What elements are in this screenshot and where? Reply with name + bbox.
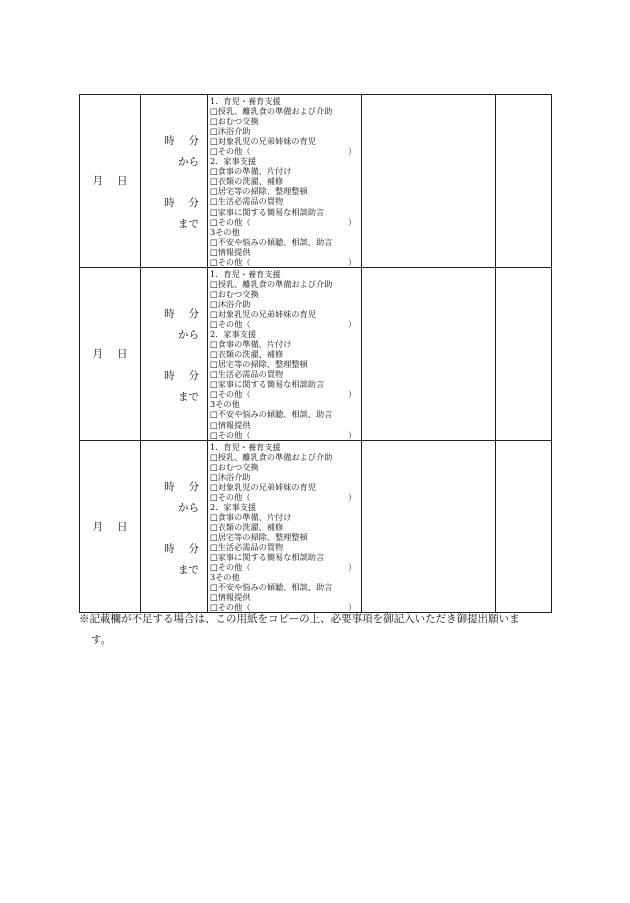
service-item-label: □授乳、離乳食の準備および介助 xyxy=(210,451,333,462)
service-item-label: □衣類の洗濯、補修 xyxy=(210,176,284,187)
services-cell xyxy=(208,95,362,268)
service-checkbox-item[interactable] xyxy=(210,512,361,522)
time-cell[interactable] xyxy=(141,95,208,268)
minute-unit: 分 xyxy=(188,307,199,320)
from-word: から xyxy=(178,501,199,514)
from-label xyxy=(178,500,199,515)
service-item-label: 2．家事支援 xyxy=(210,501,257,512)
services-cell xyxy=(208,440,362,613)
service-checkbox-item[interactable] xyxy=(210,379,361,389)
service-category-heading xyxy=(210,442,361,452)
service-item-label: □沐浴介助 xyxy=(210,126,251,137)
service-item-label: 2．家事支援 xyxy=(210,156,257,167)
service-item-label: □情報提供 xyxy=(210,419,251,430)
service-checkbox-item[interactable] xyxy=(210,257,361,267)
from-word: から xyxy=(178,156,199,168)
service-item-label: □居宅等の掃除、整理整頓 xyxy=(210,186,308,197)
service-category-heading xyxy=(210,156,361,166)
service-item-label: □その他（ xyxy=(210,146,251,157)
service-item-label: □食事の準備、片付け xyxy=(210,339,292,350)
record-row xyxy=(80,440,552,613)
from-label xyxy=(178,154,199,169)
service-checkbox-item[interactable] xyxy=(210,126,361,136)
to-label xyxy=(178,216,199,231)
service-checkbox-item[interactable] xyxy=(210,299,361,309)
service-checkbox-item[interactable] xyxy=(210,492,361,502)
month-label: 月 xyxy=(92,175,103,188)
service-item-label: □生活必需品の買物 xyxy=(210,196,284,207)
end-time xyxy=(164,541,199,556)
service-category-heading xyxy=(210,502,361,512)
service-checkbox-item[interactable] xyxy=(210,359,361,369)
service-item-label: □その他（ xyxy=(210,256,251,267)
start-time xyxy=(164,133,199,148)
hour-unit: 時 xyxy=(164,480,175,493)
footnote xyxy=(79,609,559,651)
service-item-label: 3その他 xyxy=(210,226,240,237)
service-checkbox-item[interactable] xyxy=(210,136,361,146)
service-item-label: □食事の準備、片付け xyxy=(210,511,292,522)
service-item-label: □授乳、離乳食の準備および介助 xyxy=(210,106,333,117)
services-cell xyxy=(208,267,362,440)
service-item-label: □その他（ xyxy=(210,562,251,573)
service-checkbox-item[interactable] xyxy=(210,176,361,186)
service-item-label: □生活必需品の買物 xyxy=(210,542,284,553)
minute-unit: 分 xyxy=(188,480,199,493)
service-checkbox-item[interactable] xyxy=(210,309,361,319)
service-checklist xyxy=(208,441,361,613)
service-checklist xyxy=(208,268,361,440)
service-item-label: □情報提供 xyxy=(210,246,251,257)
time-cell[interactable] xyxy=(141,267,208,440)
service-item-label: □沐浴介助 xyxy=(210,298,251,309)
closing-paren: ） xyxy=(348,216,357,227)
closing-paren: ） xyxy=(348,562,357,573)
service-checklist xyxy=(208,95,361,267)
service-checkbox-item[interactable] xyxy=(210,420,361,430)
service-item-label: □対象乳児の兄弟姉妹の育児 xyxy=(210,481,316,492)
closing-paren: ） xyxy=(348,146,357,157)
from-label xyxy=(178,327,199,342)
service-item-label: □対象乳児の兄弟姉妹の育児 xyxy=(210,308,316,319)
hour-unit: 時 xyxy=(164,542,175,555)
service-checkbox-item[interactable] xyxy=(210,146,361,156)
to-word: まで xyxy=(178,218,199,230)
service-item-label: □対象乳児の兄弟姉妹の育児 xyxy=(210,136,316,147)
service-checkbox-item[interactable] xyxy=(210,207,361,217)
service-item-label: □その他（ xyxy=(210,602,251,613)
service-item-label: 3その他 xyxy=(210,572,240,583)
footnote-line-2: す。 xyxy=(91,634,112,646)
notes-cell[interactable] xyxy=(362,440,496,613)
service-checkbox-item[interactable] xyxy=(210,592,361,602)
service-checkbox-item[interactable] xyxy=(210,349,361,359)
to-label xyxy=(178,562,199,577)
record-row xyxy=(80,267,552,440)
service-checkbox-item[interactable] xyxy=(210,217,361,227)
closing-paren: ） xyxy=(348,389,357,400)
month-label: 月 xyxy=(92,348,103,361)
service-checkbox-item[interactable] xyxy=(210,389,361,399)
service-item-label: □食事の準備、片付け xyxy=(210,166,292,177)
notes-cell[interactable] xyxy=(362,267,496,440)
service-checkbox-item[interactable] xyxy=(210,552,361,562)
confirmation-cell[interactable] xyxy=(496,440,552,613)
service-checkbox-item[interactable] xyxy=(210,430,361,440)
service-checkbox-item[interactable] xyxy=(210,237,361,247)
month-label: 月 xyxy=(92,520,103,533)
service-category-heading xyxy=(210,399,361,409)
record-row xyxy=(80,95,552,268)
closing-paren: ） xyxy=(348,256,357,267)
notes-cell[interactable] xyxy=(362,95,496,268)
service-checkbox-item[interactable] xyxy=(210,279,361,289)
closing-paren: ） xyxy=(348,319,357,330)
day-label: 日 xyxy=(117,175,128,188)
service-checkbox-item[interactable] xyxy=(210,289,361,299)
footnote-line-1: ※記載欄が不足する場合は、この用紙をコピーの上、必要事項を御記入いただき御提出願いま xyxy=(79,613,520,625)
hour-unit: 時 xyxy=(164,135,175,147)
service-item-label: □おむつ交換 xyxy=(210,461,259,472)
day-label: 日 xyxy=(117,348,128,361)
end-time xyxy=(164,195,199,210)
service-checkbox-item[interactable] xyxy=(210,409,361,419)
date-cell[interactable] xyxy=(80,440,141,613)
service-item-label: □その他（ xyxy=(210,429,251,440)
service-item-label: □授乳、離乳食の準備および介助 xyxy=(210,278,333,289)
end-time xyxy=(164,368,199,383)
service-item-label: 1．育児・養育支援 xyxy=(210,268,281,279)
from-word: から xyxy=(178,328,199,341)
service-checkbox-item[interactable] xyxy=(210,319,361,329)
service-item-label: 1．育児・養育支援 xyxy=(210,96,281,106)
date-cell[interactable] xyxy=(80,267,141,440)
service-checkbox-item[interactable] xyxy=(210,369,361,379)
service-item-label: □情報提供 xyxy=(210,592,251,603)
service-item-label: □不安や悩みの傾聴、相談、助言 xyxy=(210,236,333,247)
service-item-label: □その他（ xyxy=(210,389,251,400)
service-checkbox-item[interactable] xyxy=(210,186,361,196)
service-item-label: □生活必需品の買物 xyxy=(210,369,284,380)
service-item-label: □その他（ xyxy=(210,319,251,330)
service-item-label: 3その他 xyxy=(210,399,240,410)
service-item-label: □家事に関する簡易な相談助言 xyxy=(210,552,325,563)
service-category-heading xyxy=(210,227,361,237)
start-time xyxy=(164,479,199,494)
service-category-heading xyxy=(210,572,361,582)
service-item-label: □その他（ xyxy=(210,216,251,227)
day-label: 日 xyxy=(117,520,128,533)
service-item-label: □不安や悩みの傾聴、相談、助言 xyxy=(210,582,333,593)
service-checkbox-item[interactable] xyxy=(210,452,361,462)
service-item-label: □沐浴介助 xyxy=(210,471,251,482)
to-word: まで xyxy=(178,563,199,576)
minute-unit: 分 xyxy=(188,542,199,555)
service-item-label: □衣類の洗濯、補修 xyxy=(210,349,284,360)
service-item-label: □その他（ xyxy=(210,491,251,502)
service-checkbox-item[interactable] xyxy=(210,116,361,126)
service-checkbox-item[interactable] xyxy=(210,582,361,592)
start-time xyxy=(164,306,199,321)
service-checkbox-item[interactable] xyxy=(210,106,361,116)
minute-unit: 分 xyxy=(188,369,199,382)
service-checkbox-item[interactable] xyxy=(210,462,361,472)
service-checkbox-item[interactable] xyxy=(210,562,361,572)
service-item-label: 1．育児・養育支援 xyxy=(210,441,281,452)
service-item-label: □不安や悩みの傾聴、相談、助言 xyxy=(210,409,333,420)
closing-paren: ） xyxy=(348,429,357,440)
hour-unit: 時 xyxy=(164,197,175,209)
service-checkbox-item[interactable] xyxy=(210,542,361,552)
time-cell[interactable] xyxy=(141,440,208,613)
closing-paren: ） xyxy=(348,602,357,613)
closing-paren: ） xyxy=(348,491,357,502)
service-checkbox-item[interactable] xyxy=(210,532,361,542)
service-item-label: 2．家事支援 xyxy=(210,329,257,340)
service-checkbox-item[interactable] xyxy=(210,196,361,206)
service-item-label: □家事に関する簡易な相談助言 xyxy=(210,379,325,390)
service-checkbox-item[interactable] xyxy=(210,482,361,492)
service-item-label: □おむつ交換 xyxy=(210,288,259,299)
service-checkbox-item[interactable] xyxy=(210,472,361,482)
service-item-label: □居宅等の掃除、整理整頓 xyxy=(210,532,308,543)
service-record-table xyxy=(79,94,552,613)
hour-unit: 時 xyxy=(164,369,175,382)
date-cell[interactable] xyxy=(80,95,141,268)
service-item-label: □家事に関する簡易な相談助言 xyxy=(210,206,325,217)
service-checkbox-item[interactable] xyxy=(210,247,361,257)
service-checkbox-item[interactable] xyxy=(210,522,361,532)
service-category-heading xyxy=(210,269,361,279)
confirmation-cell[interactable] xyxy=(496,95,552,268)
service-item-label: □居宅等の掃除、整理整頓 xyxy=(210,359,308,370)
service-item-label: □衣類の洗濯、補修 xyxy=(210,521,284,532)
service-item-label: □おむつ交換 xyxy=(210,116,259,127)
minute-unit: 分 xyxy=(188,135,199,147)
service-checkbox-item[interactable] xyxy=(210,339,361,349)
confirmation-cell[interactable] xyxy=(496,267,552,440)
service-category-heading xyxy=(210,96,361,106)
to-word: まで xyxy=(178,390,199,403)
minute-unit: 分 xyxy=(188,197,199,209)
to-label xyxy=(178,389,199,404)
service-category-heading xyxy=(210,329,361,339)
service-checkbox-item[interactable] xyxy=(210,166,361,176)
hour-unit: 時 xyxy=(164,307,175,320)
